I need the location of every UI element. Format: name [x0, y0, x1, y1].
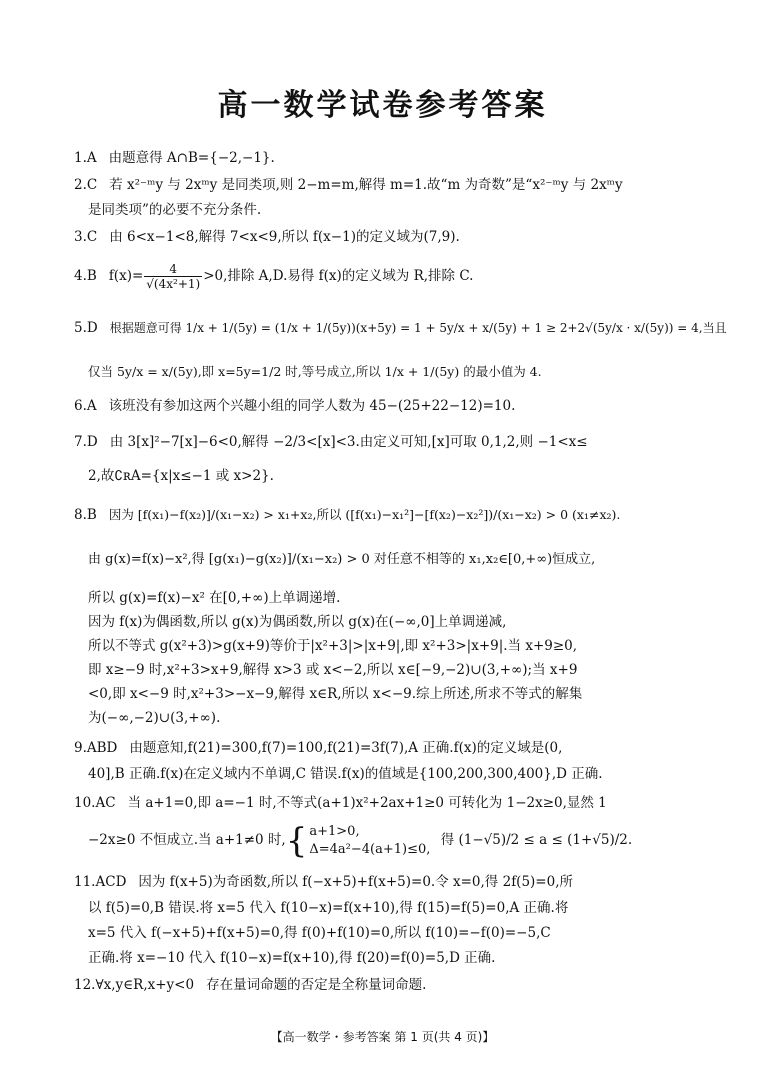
q-explanation-line-1: 当 a+1=0,即 a=−1 时,不等式(a+1)x²+2ax+1≥0 可转化为 1−2x≥0,显然 1: [127, 795, 607, 811]
q-explanation-line-2: 由 g(x)=f(x)−x²,得 [g(x₁)−g(x₂)]/(x₁−x₂) > 0 对任意不相等的 x₁,x₂∈[0,+∞)恒成立,: [88, 552, 596, 567]
answer-9: [74, 738, 562, 758]
q-number: 2.: [74, 177, 87, 193]
q-answer: A: [86, 150, 97, 166]
q-number: 4.: [74, 268, 87, 284]
answer-11: [74, 872, 573, 892]
q-explanation-part: −2x≥0 不恒成立.当 a+1≠0 时,: [88, 832, 286, 848]
q-explanation: >0,排除 A,D.易得 f(x)的定义域为 R,排除 C.: [203, 268, 474, 284]
q-number: 9.: [74, 740, 87, 756]
inequality-system: [309, 823, 430, 859]
q-answer: ACD: [95, 874, 127, 890]
q-number: 1.: [74, 150, 87, 166]
answer-1: [74, 148, 275, 168]
answer-12: [74, 975, 426, 995]
system-row-2: Δ=4a²−4(a+1)≤0,: [309, 841, 431, 857]
answer-8: [74, 505, 620, 525]
q-number: 6.: [74, 398, 87, 414]
q-explanation: 由 6<x−1<8,解得 7<x<9,所以 f(x−1)的定义域为(7,9).: [109, 229, 460, 245]
q-number: 7.: [74, 434, 87, 450]
q-answer: A: [86, 398, 97, 414]
q-explanation-line-2: 以 f(5)=0,B 错误.将 x=5 代入 f(10−x)=f(x+10),得 f(15)=f(5)=0,A 正确.将: [88, 900, 569, 916]
q-explanation-line-5: 所以不等式 g(x²+3)>g(x+9)等价于|x²+3|>|x+9|,即 x²+3>|x+9|.当 x+9≥0,: [88, 638, 578, 654]
answer-6: [74, 396, 515, 416]
q-explanation: 该班没有参加这两个兴趣小组的同学人数为 45−(25+22−12)=10.: [108, 398, 516, 414]
q-explanation-line-2: 是同类项”的必要不充分条件.: [88, 202, 262, 218]
q-explanation-line-6: 即 x≥−9 时,x²+3>x+9,解得 x>3 或 x<−2,所以 x∈[−9,−2)∪(3,+∞);当 x+9: [88, 662, 578, 678]
q-answer: B: [86, 268, 97, 284]
q-explanation-part: 得 (1−√5)/2 ≤ a ≤ (1+√5)/2.: [440, 832, 633, 848]
q-answer: C: [86, 177, 98, 193]
answer-2: [74, 175, 623, 195]
system-brace: {: [285, 820, 308, 861]
q-answer: ABD: [86, 740, 118, 756]
q-number: 8.: [74, 507, 87, 523]
q-explanation-line-1: 因为 [f(x₁)−f(x₂)]/(x₁−x₂) > x₁+x₂,所以 ([f(x₁)−x₁²]−[f(x₂)−x₂²])/(x₁−x₂) > 0 (x₁≠x₂).: [108, 507, 621, 522]
q-number: 10.: [74, 795, 96, 811]
q-answer: AC: [95, 795, 116, 811]
q-explanation-line-2: 仅当 5y/x = x/(5y),即 x=5y=1/2 时,等号成立,所以 1/x + 1/(5y) 的最小值为 4.: [88, 364, 542, 379]
answer-10: [74, 793, 607, 813]
q-explanation-line-4: 因为 f(x)为偶函数,所以 g(x)为偶函数,所以 g(x)在(−∞,0]上单调递减,: [88, 614, 507, 630]
q-explanation: 存在量词命题的否定是全称量词命题.: [206, 977, 427, 993]
q-explanation-line-8: 为(−∞,−2)∪(3,+∞).: [88, 710, 221, 726]
fraction-denominator: √(4x²+1): [146, 277, 201, 291]
q-explanation-line-3: 所以 g(x)=f(x)−x² 在[0,+∞)上单调递增.: [88, 590, 341, 606]
answer-4: [74, 262, 473, 291]
q-explanation-line-1: 根据题意可得 1/x + 1/(5y) = (1/x + 1/(5y))(x+5y) = 1 + 5y/x + x/(5y) + 1 ≥ 2+2√(5y/x · x/(5y)) = 4,当且: [109, 321, 727, 335]
q-explanation-line-1: 由题意知,f(21)=300,f(7)=100,f(21)=3f(7),A 正确.f(x)的定义域是(0,: [129, 740, 563, 756]
q-number: 3.: [74, 229, 87, 245]
q-formula-prefix: f(x)=: [108, 268, 144, 284]
answer-5: [74, 318, 727, 338]
q-answer: B: [86, 507, 97, 523]
q-answer: ∀x,y∈R,x+y<0: [95, 977, 195, 993]
answer-3: [74, 227, 460, 247]
system-row-1: a+1>0,: [309, 823, 360, 839]
q-explanation-line-2: 40],B 正确.f(x)在定义域内不单调,C 错误.f(x)的值域是{100,200,300,400},D 正确.: [88, 766, 603, 782]
q-explanation-line-4: 正确.将 x=−10 代入 f(10−x)=f(x+10),得 f(20)=f(0)=5,D 正确.: [88, 950, 496, 966]
q-number: 11.: [74, 874, 96, 890]
q-answer: D: [86, 320, 98, 336]
answer-7: [74, 432, 588, 452]
fraction-numerator: 4: [144, 262, 202, 277]
q-number: 12.: [74, 977, 96, 993]
q-number: 5.: [74, 320, 87, 336]
q-explanation-line-3: x=5 代入 f(−x+5)+f(x+5)=0,得 f(0)+f(10)=0,所以 f(10)=−f(0)=−5,C: [88, 925, 551, 941]
q-explanation-line-1: 因为 f(x+5)为奇函数,所以 f(−x+5)+f(x+5)=0.令 x=0,得 2f(5)=0,所: [138, 874, 574, 890]
q-explanation-line-2: [88, 820, 632, 860]
page-footer: 【高一数学・参考答案 第 1 页(共 4 页)】: [270, 1030, 495, 1044]
page-title: 高一数学试卷参考答案: [217, 88, 548, 123]
q-explanation-line-1: 若 x²⁻ᵐy 与 2xᵐy 是同类项,则 2−m=m,解得 m=1.故“m 为奇数”是“x²⁻ᵐy 与 2xᵐy: [109, 177, 623, 193]
fraction: [144, 262, 202, 291]
q-explanation: 由题意得 A∩B={−2,−1}.: [108, 150, 275, 166]
q-explanation-line-7: <0,即 x<−9 时,x²+3>−x−9,解得 x∈R,所以 x<−9.综上所述,所求不等式的解集: [88, 686, 583, 702]
q-answer: D: [86, 434, 98, 450]
q-explanation-line-1: 由 3[x]²−7[x]−6<0,解得 −2/3<[x]<3.由定义可知,[x]可取 0,1,2,则 −1<x≤: [109, 434, 588, 450]
q-answer: C: [86, 229, 98, 245]
q-explanation-line-2: 2,故∁ʀA={x|x≤−1 或 x>2}.: [88, 468, 274, 484]
